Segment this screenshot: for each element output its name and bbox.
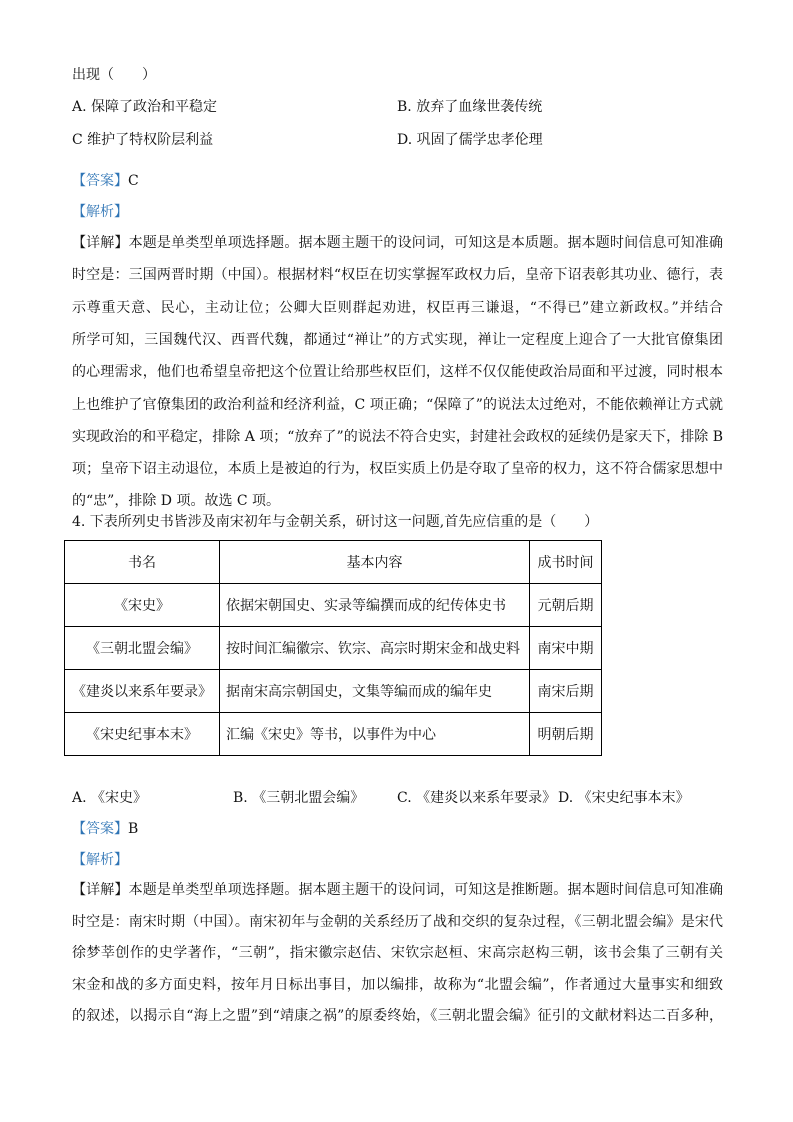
- analysis-line: 上也维护了官僚集团的政治利益和经济利益，C 项正确；“保障了”的说法太过绝对，不能依赖禅让方式就: [72, 396, 723, 413]
- analysis-line: 【详解】本题是单类型单项选择题。据本题主题干的设问词，可知这是推断题。据本题时间信息可知准确: [72, 882, 723, 898]
- q3-answer: [72, 172, 139, 190]
- analysis-line: 时空是：三国两晋时期（中国）。根据材料“权臣在切实掌握军政权力后，皇帝下诏表彰其功业、德行，表: [72, 267, 723, 284]
- q4-analysis-label: 【解析】: [72, 852, 128, 868]
- table-cell: 按时间汇编徽宗、钦宗、高宗时期宋金和战史料: [220, 627, 530, 670]
- q4-table: [64, 540, 602, 756]
- analysis-line: 徐梦莘创作的史学著作，“三朝”，指宋徽宗赵佶、宋钦宗赵桓、宋高宗赵构三朝，该书会集了三朝有关: [72, 945, 723, 961]
- q4-option-d: D. 《宋史纪事本末》: [558, 790, 690, 806]
- table-cell: 《建炎以来系年要录》: [65, 670, 220, 713]
- analysis-line: 项；皇帝下诏主动退位，本质上是被迫的行为，权臣实质上仍是夺取了皇帝的权力，这不符合儒家思想中: [72, 461, 723, 478]
- q3-option-b: B. 放弃了血缘世袭传统: [397, 99, 543, 115]
- q3-analysis-label: 【解析】: [72, 204, 128, 220]
- analysis-line: 【详解】本题是单类型单项选择题。据本题主题干的设问词，可知这是本质题。据本题时间信息可知准确: [72, 235, 723, 251]
- q3-option-c: C 维护了特权阶层利益: [72, 132, 214, 148]
- table-cell: 《宋史纪事本末》: [65, 713, 220, 756]
- table-cell: 明朝后期: [530, 713, 602, 756]
- header-cell: 成书时间: [530, 541, 602, 584]
- q4-stem: 4. 下表所列史书皆涉及南宋初年与金朝关系，研讨这一问题,首先应信重的是（ ）: [72, 514, 599, 530]
- q4-answer: [72, 820, 138, 838]
- table-row: [65, 670, 602, 713]
- analysis-line: 的叙述，以揭示自“海上之盟”到“靖康之祸”的原委终始，《三朝北盟会编》征引的文献材料达二百多种，: [72, 1008, 723, 1024]
- analysis-line: 时空是：南宋时期（中国）。南宋初年与金朝的关系经历了战和交织的复杂过程，《三朝北盟会编》是宋代: [72, 913, 723, 930]
- table-row: [65, 584, 602, 627]
- table-cell: 《宋史》: [65, 584, 220, 627]
- table-header-row: [65, 541, 602, 584]
- table-cell: 南宋中期: [530, 627, 602, 670]
- header-cell: 基本内容: [220, 541, 530, 584]
- table-cell: 《三朝北盟会编》: [65, 627, 220, 670]
- table-row: [65, 627, 602, 670]
- q4-option-b: B. 《三朝北盟会编》: [233, 790, 365, 806]
- table-cell: 南宋后期: [530, 670, 602, 713]
- analysis-line: 示尊重天意、民心，主动让位；公卿大臣则群起劝进，权臣再三谦退，“不得已”建立新政权。”并结合: [72, 299, 723, 316]
- answer-label: 【答案】: [72, 821, 128, 837]
- table-cell: 依据宋朝国史、实录等编撰而成的纪传体史书: [220, 584, 530, 627]
- table-cell: 元朝后期: [530, 584, 602, 627]
- answer-label: 【答案】: [72, 173, 128, 189]
- q4-option-a: A. 《宋史》: [72, 790, 148, 806]
- answer-value: C: [128, 173, 139, 189]
- analysis-line: 实现政治的和平稳定，排除 A 项；“放弃了”的说法不符合史实，封建社会政权的延续仍是家天下，排除 B: [72, 428, 723, 445]
- analysis-line: 的“忠”，排除 D 项。故选 C 项。: [72, 493, 281, 510]
- q4-option-c: C. 《建炎以来系年要录》: [397, 790, 557, 806]
- header-cell: 书名: [65, 541, 220, 584]
- analysis-line: 宋金和战的多方面史料，按年月日标出事目，加以编排，故称为“北盟会编”，作者通过大量事实和细致: [72, 976, 723, 993]
- analysis-line: 的心理需求，他们也希望皇帝把这个位置让给那些权臣们，这样不仅仅能使政治局面和平过渡，同时根本: [72, 364, 723, 381]
- table-row: [65, 713, 602, 756]
- analysis-line: 所学可知，三国魏代汉、西晋代魏，都通过“禅让”的方式实现，禅让一定程度上迎合了一大批官僚集团: [72, 331, 723, 348]
- q3-stem-tail: 出现（ ）: [72, 67, 156, 83]
- q3-option-a: A. 保障了政治和平稳定: [72, 99, 218, 115]
- q3-option-d: D. 巩固了儒学忠孝伦理: [397, 132, 543, 148]
- table-cell: 汇编《宋史》等书，以事件为中心: [220, 713, 530, 756]
- answer-value: B: [128, 821, 139, 837]
- table-cell: 据南宋高宗朝国史，文集等编而成的编年史: [220, 670, 530, 713]
